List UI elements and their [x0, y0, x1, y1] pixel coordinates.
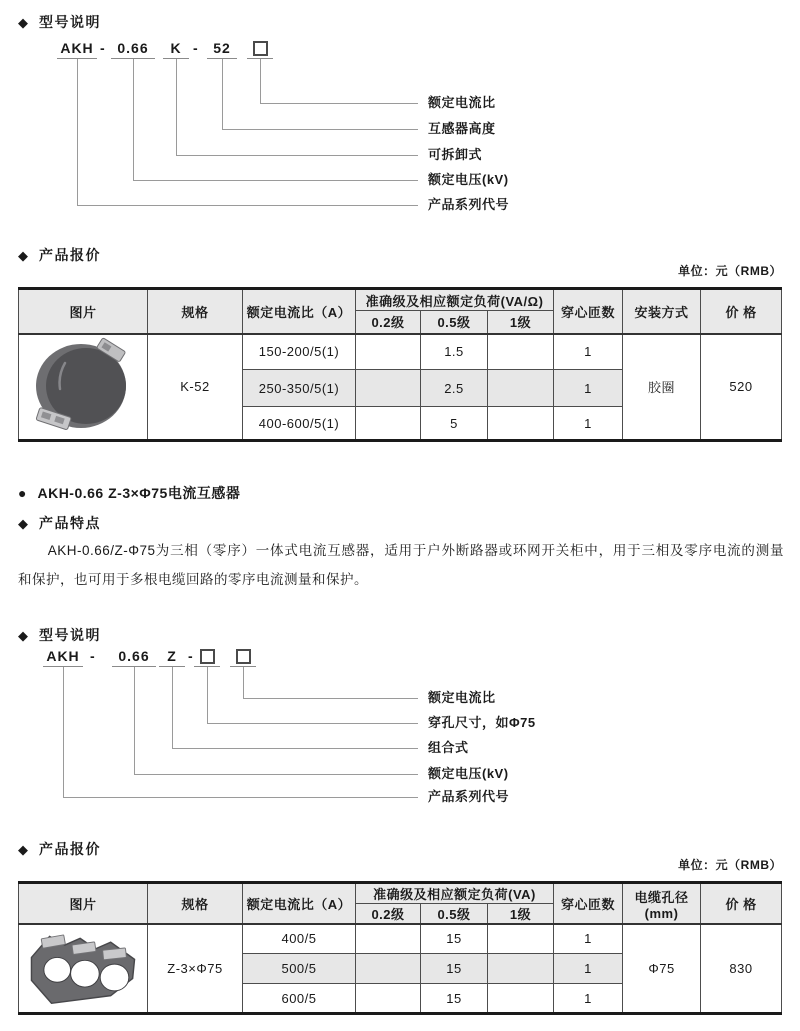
features-paragraph: AKH-0.66/Z-Φ75为三相（零序）一体式电流互感器，适用于户外断路器或环网开关柜中，用于三相及零序电流的测量和保护，也可用于多根电缆回路的零序电流测量和保护。 — [18, 543, 784, 587]
z3-transformer-photo — [24, 925, 142, 1009]
col-header-class02: 0.2级 — [356, 904, 421, 925]
section-title-quote-1 — [18, 246, 101, 264]
col-header-turns: 穿心匝数 — [554, 883, 623, 925]
model-segment-voltage: 0.66 — [112, 648, 156, 667]
cell-class1 — [488, 407, 554, 441]
cell-ratio: 400/5 — [243, 924, 356, 953]
diagram-label: 额定电流比 — [428, 690, 496, 705]
col-header-class1: 1级 — [488, 311, 554, 334]
col-header-ratio: 额定电流比（A） — [243, 289, 356, 334]
col-header-class1: 1级 — [488, 904, 554, 925]
col-header-spec: 规格 — [148, 883, 243, 925]
cell-turns: 1 — [554, 370, 623, 407]
circle-bullet-icon: ● — [18, 485, 27, 501]
section-title-model-2 — [18, 626, 101, 644]
cell-class05: 15 — [421, 984, 488, 1014]
section-title-text: 型号说明 — [39, 627, 101, 643]
cell-class05: 1.5 — [421, 334, 488, 370]
col-header-class05: 0.5级 — [421, 904, 488, 925]
connector-hline — [63, 797, 418, 798]
connector-hline — [77, 205, 418, 206]
connector-hline — [207, 723, 418, 724]
cell-price: 830 — [701, 924, 782, 1014]
unit-label: 单位：元（RMB） — [678, 264, 782, 278]
col-header-class05: 0.5级 — [421, 311, 488, 334]
table-header — [19, 883, 782, 925]
cell-class02 — [356, 407, 421, 441]
unit-label: 单位：元（RMB） — [678, 858, 782, 872]
price-table-z3 — [18, 881, 782, 1015]
cell-ratio: 250-350/5(1) — [243, 370, 356, 407]
model-segment-series: AKH — [43, 648, 83, 667]
col-header-price: 价 格 — [701, 289, 782, 334]
col-header-turns: 穿心匝数 — [554, 289, 623, 334]
diamond-icon: ◆ — [18, 247, 28, 263]
connector-hline — [222, 129, 418, 130]
cell-class05: 2.5 — [421, 370, 488, 407]
connector-vline — [133, 59, 134, 180]
price-table-k52 — [18, 287, 782, 442]
model-segment-dash: - — [90, 648, 95, 664]
connector-vline — [63, 667, 64, 797]
model-segment-dash: - — [188, 648, 193, 664]
cell-price: 520 — [701, 334, 782, 441]
connector-hline — [243, 698, 418, 699]
product-heading-text: AKH-0.66 Z-3×Φ75电流互感器 — [37, 485, 241, 501]
product-heading — [18, 484, 240, 502]
cell-turns: 1 — [554, 924, 623, 953]
section-title-text: 产品报价 — [39, 841, 101, 857]
cell-class02 — [356, 370, 421, 407]
col-header-hole: 电缆孔径(mm) — [623, 883, 701, 925]
cell-class02 — [356, 953, 421, 984]
diagram-label: 额定电压(kV) — [428, 172, 509, 187]
col-header-install: 安装方式 — [623, 289, 701, 334]
cell-class1 — [488, 370, 554, 407]
cell-class05: 15 — [421, 924, 488, 953]
model-segment-type: K — [163, 40, 189, 59]
cell-spec: K-52 — [148, 334, 243, 441]
connector-vline — [243, 667, 244, 698]
table-header — [19, 289, 782, 334]
col-header-ratio: 额定电流比（A） — [243, 883, 356, 925]
cell-class1 — [488, 924, 554, 953]
col-header-class02: 0.2级 — [356, 311, 421, 334]
diagram-label: 额定电流比 — [428, 95, 496, 110]
cell-class02 — [356, 984, 421, 1014]
diamond-icon: ◆ — [18, 515, 28, 531]
connector-vline — [134, 667, 135, 774]
col-header-spec: 规格 — [148, 289, 243, 334]
diagram-label: 穿孔尺寸，如Φ75 — [428, 715, 536, 730]
col-header-load-group: 准确级及相应额定负荷(VA/Ω) — [356, 289, 554, 311]
section-title-model-1 — [18, 13, 101, 31]
product-image-cell — [19, 924, 148, 1014]
model-segment-dash: - — [100, 40, 105, 56]
cell-turns: 1 — [554, 334, 623, 370]
cell-turns: 1 — [554, 984, 623, 1014]
cell-class1 — [488, 334, 554, 370]
connector-vline — [260, 59, 261, 103]
model-segment-series: AKH — [57, 40, 97, 59]
connector-hline — [172, 748, 418, 749]
cell-class02 — [356, 334, 421, 370]
section-title-text: 产品报价 — [39, 247, 101, 263]
model-segment-placeholder — [194, 648, 220, 667]
diagram-label: 额定电压(kV) — [428, 766, 509, 781]
model-segment-height: 52 — [207, 40, 237, 59]
connector-vline — [172, 667, 173, 748]
section-title-quote-2 — [18, 840, 101, 858]
section-title-text: 产品特点 — [39, 515, 101, 531]
diagram-label: 产品系列代号 — [428, 789, 510, 804]
model-code-diagram-1 — [0, 36, 800, 228]
connector-hline — [134, 774, 418, 775]
cell-hole: Φ75 — [623, 924, 701, 1014]
cell-class02 — [356, 924, 421, 953]
connector-hline — [176, 155, 418, 156]
cell-class1 — [488, 953, 554, 984]
connector-hline — [260, 103, 418, 104]
cell-ratio: 500/5 — [243, 953, 356, 984]
placeholder-box-icon — [200, 649, 215, 664]
connector-vline — [207, 667, 208, 723]
table-row — [19, 334, 782, 370]
diamond-icon: ◆ — [18, 841, 28, 857]
col-header-image: 图片 — [19, 883, 148, 925]
diagram-label: 可拆卸式 — [428, 147, 483, 162]
connector-vline — [77, 59, 78, 205]
col-header-load-group: 准确级及相应额定负荷(VA) — [356, 883, 554, 904]
diamond-icon: ◆ — [18, 627, 28, 643]
model-segment-type: Z — [159, 648, 185, 667]
placeholder-box-icon — [236, 649, 251, 664]
product-image-cell — [19, 334, 148, 441]
cell-install: 胶圈 — [623, 334, 701, 441]
connector-hline — [133, 180, 418, 181]
model-segment-placeholder — [230, 648, 256, 667]
col-header-price: 价 格 — [701, 883, 782, 925]
section-title-text: 型号说明 — [39, 14, 101, 30]
cell-ratio: 150-200/5(1) — [243, 334, 356, 370]
diamond-icon: ◆ — [18, 14, 28, 30]
connector-vline — [176, 59, 177, 155]
connector-vline — [222, 59, 223, 129]
model-segment-placeholder — [247, 40, 273, 59]
k52-transformer-photo — [29, 337, 137, 433]
cell-turns: 1 — [554, 407, 623, 441]
diagram-label: 产品系列代号 — [428, 197, 510, 212]
cell-class1 — [488, 984, 554, 1014]
cell-turns: 1 — [554, 953, 623, 984]
table-row — [19, 924, 782, 953]
cell-class05: 15 — [421, 953, 488, 984]
cell-ratio: 600/5 — [243, 984, 356, 1014]
placeholder-box-icon — [253, 41, 268, 56]
cell-spec: Z-3×Φ75 — [148, 924, 243, 1014]
cell-class05: 5 — [421, 407, 488, 441]
model-code-diagram-2 — [0, 644, 800, 816]
model-segment-dash: - — [193, 40, 198, 56]
section-title-features — [18, 514, 101, 532]
model-segment-voltage: 0.66 — [111, 40, 155, 59]
cell-ratio: 400-600/5(1) — [243, 407, 356, 441]
col-header-image: 图片 — [19, 289, 148, 334]
diagram-label: 互感器高度 — [428, 121, 496, 136]
diagram-label: 组合式 — [428, 740, 469, 755]
